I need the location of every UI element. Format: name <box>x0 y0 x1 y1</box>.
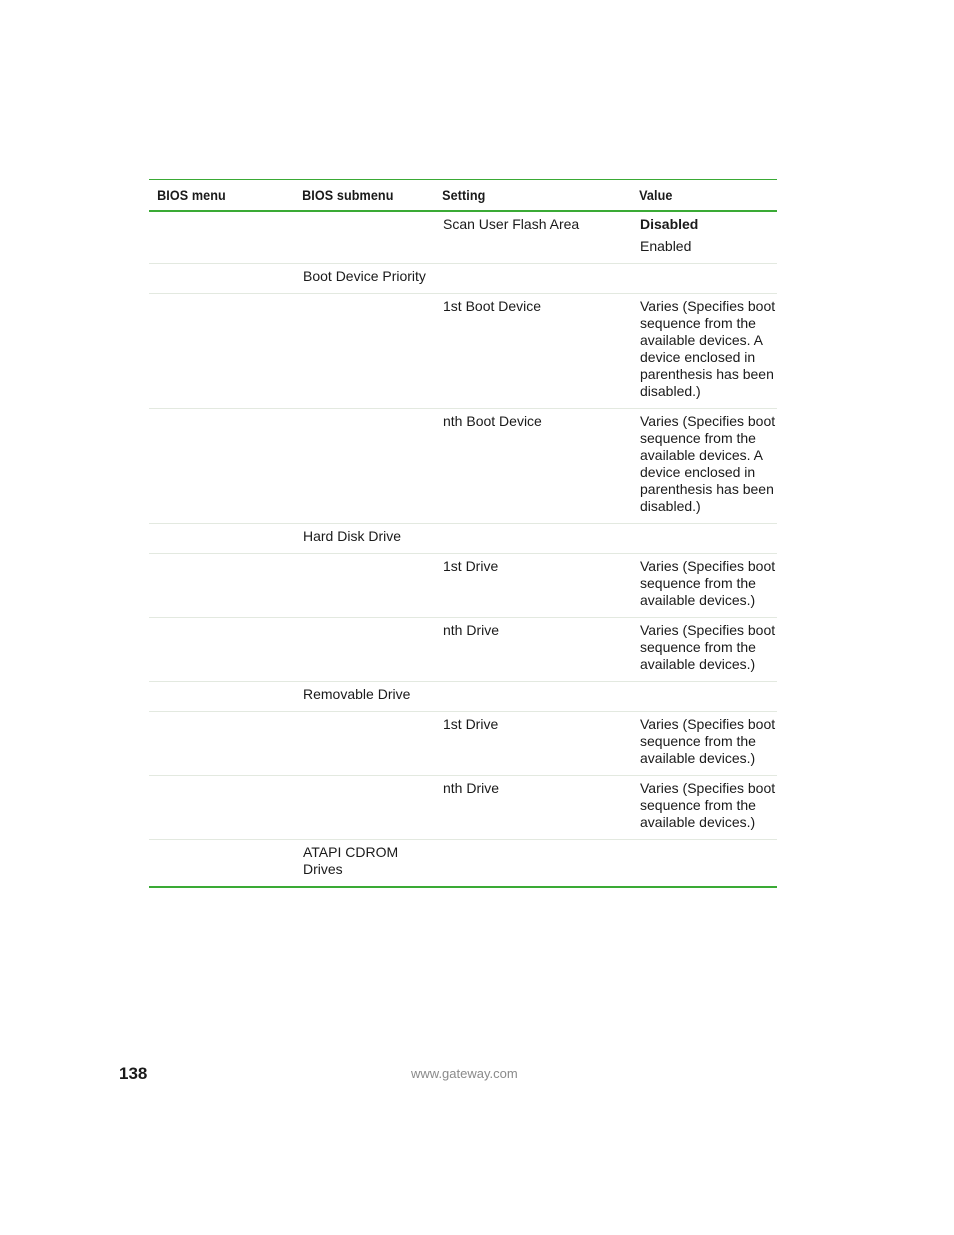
bios-submenu-cell: Boot Device Priority <box>303 268 426 284</box>
table-row <box>149 294 777 409</box>
table-row <box>149 712 777 776</box>
setting-cell: 1st Drive <box>443 716 499 732</box>
setting-cell: nth Boot Device <box>443 413 542 429</box>
bios-settings-table <box>149 179 777 888</box>
setting-cell: Scan User Flash Area <box>443 216 580 232</box>
bios-menu-cell <box>149 618 294 681</box>
value-cell <box>631 264 777 293</box>
bios-menu-cell <box>149 682 294 711</box>
table-row <box>149 264 777 294</box>
table-row <box>149 840 777 886</box>
setting-cell <box>434 682 631 711</box>
bios-menu-cell <box>149 554 294 617</box>
value-cell: Varies (Specifies boot sequence from the available devices.) <box>640 716 776 766</box>
default-value: Disabled <box>640 216 699 232</box>
table-row <box>149 212 777 264</box>
value-cell: Varies (Specifies boot sequence from the available devices.) <box>640 558 776 608</box>
table-row <box>149 409 777 524</box>
setting-cell <box>434 524 631 553</box>
setting-cell: 1st Drive <box>443 558 499 574</box>
setting-cell: nth Drive <box>443 780 500 796</box>
header-bios-submenu: BIOS submenu <box>302 186 394 203</box>
bios-menu-cell <box>149 409 294 523</box>
table-row <box>149 554 777 618</box>
setting-cell: 1st Boot Device <box>443 298 542 314</box>
bios-submenu-cell <box>294 618 434 681</box>
table-row <box>149 682 777 712</box>
value-cell: Varies (Specifies boot sequence from the available devices. A device enclosed in parenthesis has been disabled.) <box>640 298 776 399</box>
bios-menu-cell <box>149 212 294 263</box>
bios-menu-cell <box>149 712 294 775</box>
bios-submenu-cell <box>294 409 434 523</box>
setting-cell <box>434 840 631 886</box>
website-url: www.gateway.com <box>411 1066 518 1081</box>
option-value: Enabled <box>640 238 692 254</box>
bios-menu-cell <box>149 264 294 293</box>
table-row <box>149 776 777 840</box>
header-value: Value <box>639 186 673 203</box>
setting-cell <box>434 264 631 293</box>
table-row <box>149 618 777 682</box>
value-cell <box>631 212 777 263</box>
value-cell <box>631 524 777 553</box>
bios-submenu-cell: ATAPI CDROM Drives <box>303 844 399 877</box>
page-number: 138 <box>119 1064 148 1083</box>
bios-submenu-cell <box>294 294 434 408</box>
value-cell <box>631 682 777 711</box>
value-cell <box>631 840 777 886</box>
bios-menu-cell <box>149 840 294 886</box>
bios-menu-cell <box>149 524 294 553</box>
bios-submenu-cell: Hard Disk Drive <box>303 528 402 544</box>
bios-submenu-cell <box>294 212 434 263</box>
setting-cell: nth Drive <box>443 622 500 638</box>
table-row <box>149 524 777 554</box>
bios-menu-cell <box>149 294 294 408</box>
bios-submenu-cell <box>294 554 434 617</box>
value-cell: Varies (Specifies boot sequence from the available devices.) <box>640 622 776 672</box>
bios-submenu-cell <box>294 712 434 775</box>
header-setting: Setting <box>442 186 486 203</box>
bios-submenu-cell: Removable Drive <box>303 686 411 702</box>
bios-submenu-cell <box>294 776 434 839</box>
table-header-row <box>149 180 777 212</box>
bios-menu-cell <box>149 776 294 839</box>
header-bios-menu: BIOS menu <box>157 186 226 203</box>
value-cell: Varies (Specifies boot sequence from the available devices. A device enclosed in parenthesis has been disabled.) <box>640 413 776 514</box>
value-cell: Varies (Specifies boot sequence from the available devices.) <box>640 780 776 830</box>
